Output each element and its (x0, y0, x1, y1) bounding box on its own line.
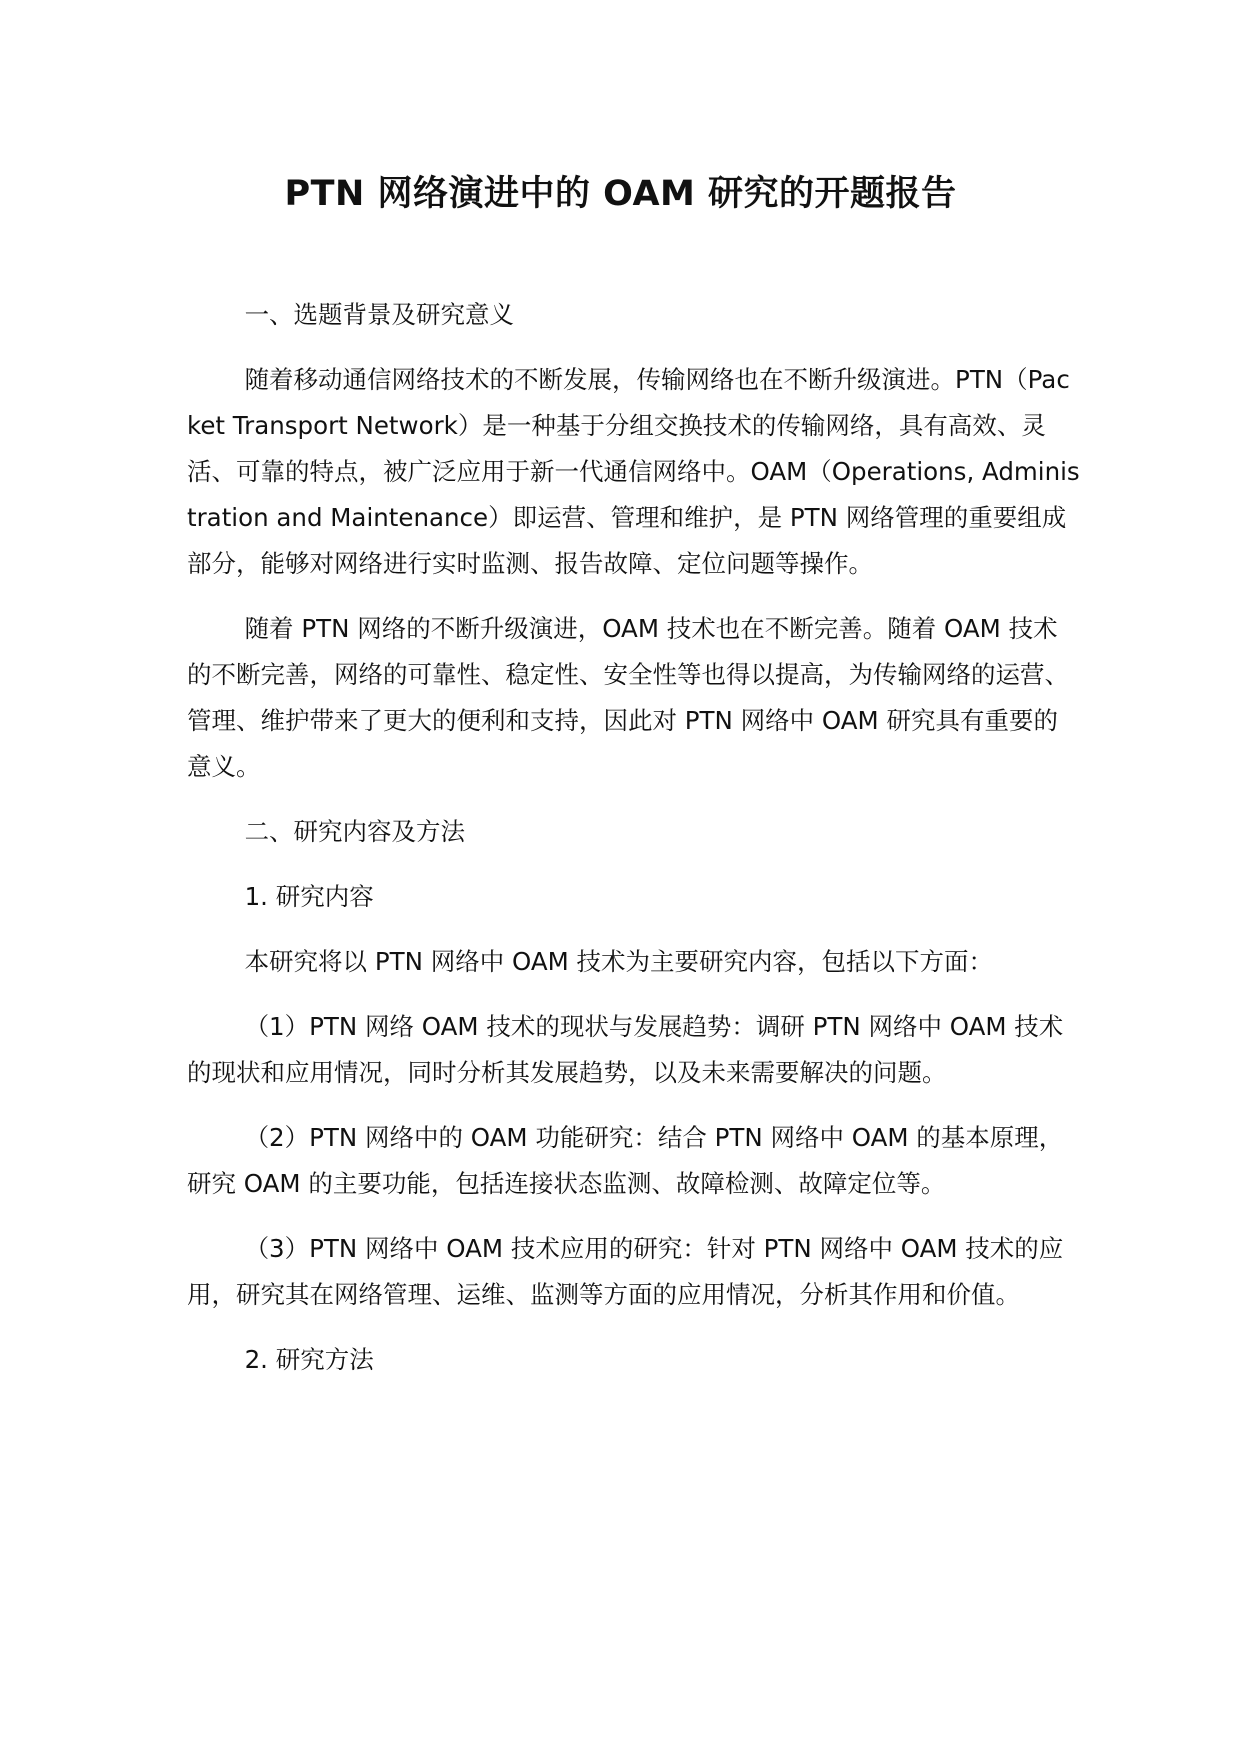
paragraph-background-2: 随着 PTN 网络的不断升级演进，OAM 技术也在不断完善。随着 OAM 技术的不断完善，网络的可靠性、稳定性、安全性等也得以提高，为传输网络的运营、管理、维护带来了更大的便利和支持，因此对 PTN 网络中 OAM 研究具有重要的意义。 (187, 614, 1069, 781)
paragraph-research-intro: 本研究将以 PTN 网络中 OAM 技术为主要研究内容，包括以下方面： (244, 947, 994, 976)
list-item-2: （2）PTN 网络中的 OAM 功能研究：结合 PTN 网络中 OAM 的基本原理，研究 OAM 的主要功能，包括连接状态监测、故障检测、故障定位等。 (187, 1123, 1064, 1198)
subheading-research-content: 1. 研究内容 (244, 882, 374, 911)
paragraph-background-1: 随着移动通信网络技术的不断发展，传输网络也在不断升级演进。PTN（Packet Transport Network）是一种基于分组交换技术的传输网络，具有高效、灵活、可靠的特点，被广泛应用于新一代通信网络中。OAM（Operations, Administration and Maintenance）即运营、管理和维护，是 PTN 网络管理的重要组成部分，能够对网络进行实时监测、报告故障、定位问题等操作。 (187, 365, 1080, 578)
list-item-3: （3）PTN 网络中 OAM 技术应用的研究：针对 PTN 网络中 OAM 技术的应用，研究其在网络管理、运维、监测等方面的应用情况，分析其作用和价值。 (187, 1234, 1064, 1309)
document-title: PTN 网络演进中的 OAM 研究的开题报告 (284, 174, 957, 214)
list-item-1: （1）PTN 网络 OAM 技术的现状与发展趋势：调研 PTN 网络中 OAM 技术的现状和应用情况，同时分析其发展趋势，以及未来需要解决的问题。 (187, 1012, 1064, 1087)
subheading-research-method: 2. 研究方法 (244, 1345, 374, 1374)
section-heading-content-method: 二、研究内容及方法 (244, 817, 466, 846)
section-heading-background: 一、选题背景及研究意义 (244, 300, 515, 329)
document-body (187, 292, 1080, 1402)
